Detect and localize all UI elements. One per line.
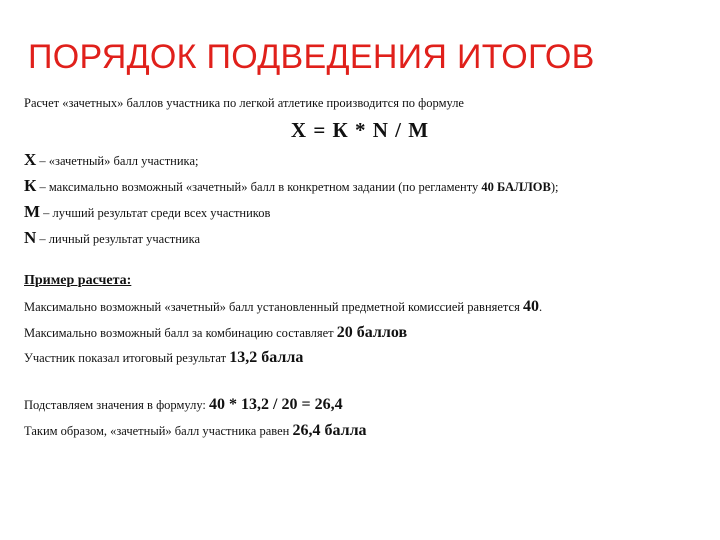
example-text: Максимально возможный «зачетный» балл установленный предметной комиссией равняется bbox=[24, 300, 523, 314]
example-text: Таким образом, «зачетный» балл участника равен bbox=[24, 424, 293, 438]
example-text: Максимально возможный балл за комбинацию составляет bbox=[24, 326, 337, 340]
definition-x bbox=[24, 150, 198, 170]
formula: Х = К * N / М bbox=[290, 118, 430, 142]
definition-text: – личный результат участника bbox=[36, 232, 201, 246]
definition-symbol: Х bbox=[24, 150, 37, 169]
definition-m bbox=[24, 202, 270, 222]
definition-tail: ); bbox=[550, 180, 559, 194]
definition-symbol: М bbox=[24, 202, 41, 221]
example-value: 40 bbox=[522, 298, 539, 315]
example-tail: . bbox=[538, 300, 543, 314]
example-line-1 bbox=[24, 298, 542, 316]
definition-text: – максимально возможный «зачетный» балл в конкретном задании (по регламенту bbox=[36, 180, 482, 194]
slide-title: ПОРЯДОК ПОДВЕДЕНИЯ ИТОГОВ bbox=[28, 38, 595, 76]
example-value: 26,4 балла bbox=[292, 422, 367, 439]
example-line-2 bbox=[24, 324, 407, 342]
definition-symbol: N bbox=[24, 228, 37, 247]
definition-symbol: К bbox=[24, 176, 37, 195]
example-heading bbox=[24, 273, 131, 289]
example-value: 20 баллов bbox=[336, 324, 408, 341]
example-line-5 bbox=[24, 422, 367, 440]
example-text: Подставляем значения в формулу: bbox=[24, 398, 210, 412]
definition-text: – «зачетный» балл участника; bbox=[36, 154, 199, 168]
definition-k bbox=[24, 176, 558, 196]
example-text: Участник показал итоговый результат bbox=[24, 351, 230, 365]
example-value: 13,2 балла bbox=[229, 349, 304, 366]
example-line-4 bbox=[24, 396, 343, 414]
example-line-3 bbox=[24, 349, 303, 367]
example-value: 40 * 13,2 / 20 = 26,4 bbox=[209, 396, 343, 413]
definition-n bbox=[24, 228, 200, 248]
intro-text: Расчет «зачетных» баллов участника по легкой атлетике производится по формуле bbox=[24, 96, 464, 110]
definition-text: – лучший результат среди всех участников bbox=[40, 206, 271, 220]
definition-highlight: 40 БАЛЛОВ bbox=[481, 180, 551, 194]
example-heading-text: Пример расчета: bbox=[24, 273, 132, 288]
